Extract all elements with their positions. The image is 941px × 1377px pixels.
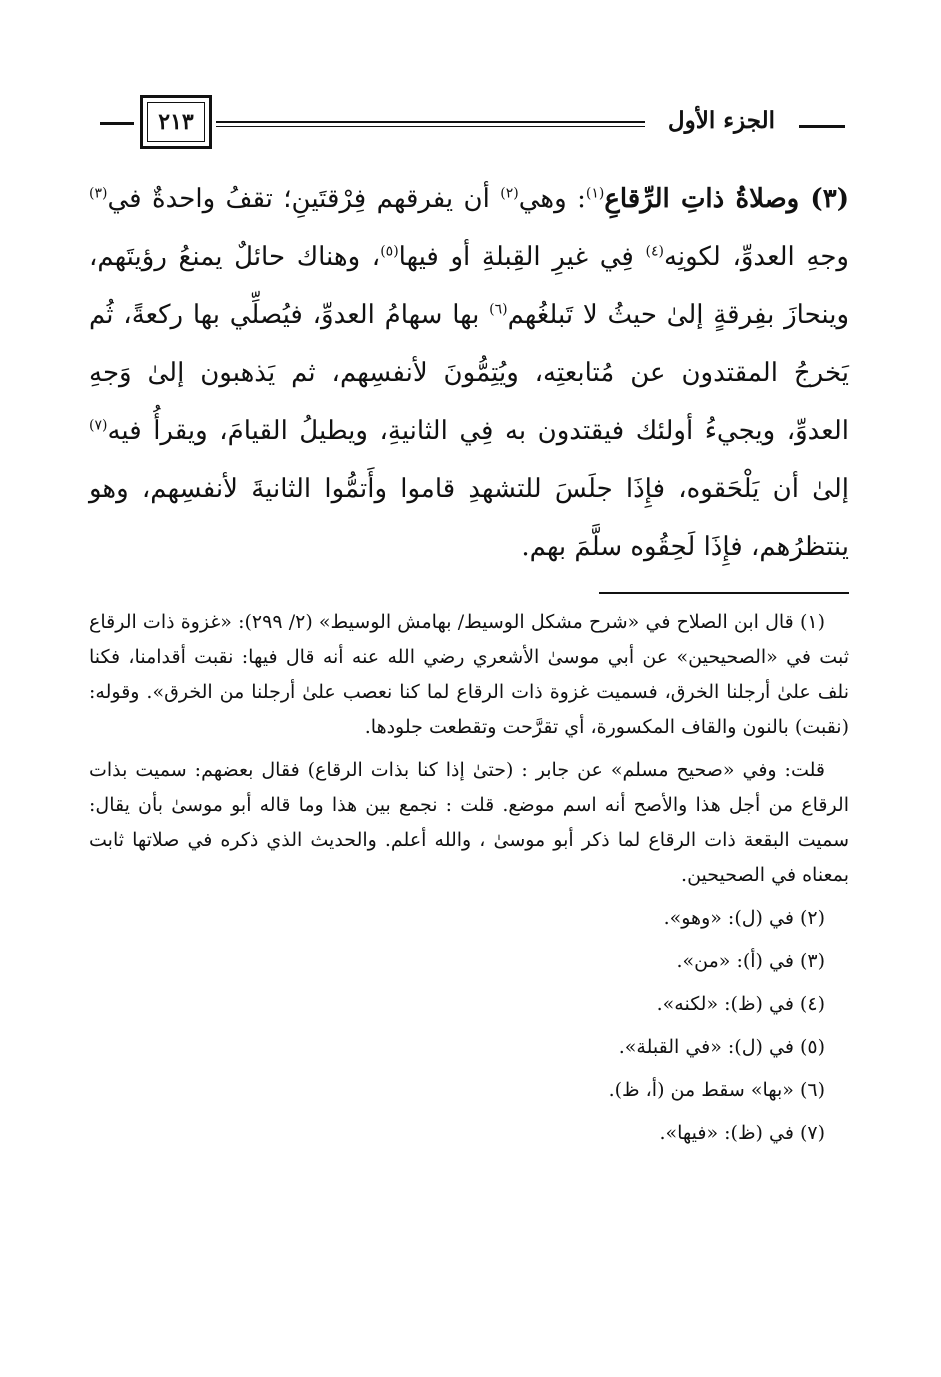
page-number-frame bbox=[140, 95, 212, 149]
footnote-1-continued: قلت: وفي «صحيح مسلم» عن جابر : (حتىٰ إذا كنا بذات الرقاع) فقال بعضهم: سميت بذات الرقاع من أجل هذا والأصح أنه اسم موضع. قلت : نجمع بين هذا وما قاله أبو موسىٰ بأن يقال: سميت البقعة ذات الرقاع لما ذكر أبو موسىٰ ، والله أعلم. والحديث الذي ذكره في صلاتها ثابت بمعناه في الصحيحين. bbox=[89, 759, 849, 886]
header-dash-left bbox=[100, 122, 134, 125]
header-rule bbox=[216, 121, 645, 123]
header-rule-thin bbox=[216, 126, 645, 127]
text-segment: ، وهناك حائلٌ يمنعُ رؤيتَهم، وينحازَ بفِرقةٍ إلىٰ حيثُ لا تَبلغُهم bbox=[89, 242, 849, 330]
page-number: ٢١٣ bbox=[147, 102, 205, 142]
main-paragraph bbox=[89, 170, 849, 576]
text-segment: أن يفرقهم فِرْقتَينِ؛ تقفُ واحدةٌ في bbox=[107, 184, 501, 214]
main-text bbox=[89, 170, 849, 576]
footnote-6: (٦) «بها» سقط من (أ، ظ). bbox=[608, 1079, 825, 1101]
footnote-ref-6: (٦) bbox=[489, 301, 508, 318]
footnote-ref-4: (٤) bbox=[645, 243, 664, 260]
footnote-7: (٧) في (ظ): «فيها». bbox=[659, 1122, 825, 1144]
footnote-separator bbox=[599, 592, 849, 594]
text-segment: فِي غيرِ القِبلةِ أو فيها bbox=[398, 242, 646, 272]
footnote-2: (٢) في (ل): «وهو». bbox=[663, 907, 825, 929]
footnotes bbox=[89, 605, 849, 1151]
footnote-3: (٣) في (أ): «من». bbox=[676, 950, 825, 972]
text-segment: : وهي bbox=[518, 184, 586, 214]
footnote-4: (٤) في (ظ): «لكنه». bbox=[656, 993, 825, 1015]
text-segment: إلىٰ أن يَلْحَقوه، فإِذَا جلَسَ للتشهدِ قاموا وأَتمُّوا الثانيةَ لأنفسِهم، وهو ينتظرُهم، فإِذَا لَحِقُوه سلَّمَ بهم. bbox=[89, 474, 849, 562]
footnote-ref-7: (٧) bbox=[89, 417, 108, 434]
footnote-ref-5: (٥) bbox=[380, 243, 399, 260]
header-dash-right bbox=[799, 125, 845, 128]
page-header bbox=[100, 95, 845, 155]
footnote-1: (١) قال ابن الصلاح في «شرح مشكل الوسيط/ بهامش الوسيط» (٢/ ٢٩٩): «غزوة ذات الرقاع ثبت في «الصحيحين» عن أبي موسىٰ الأشعري رضي الله عنه أنه قال فيها: نقبت أقدامنا، فكنا نلف علىٰ أرجلنا الخرق، فسميت غزوة ذات الرقاع لما كنا نعصب علىٰ أرجلنا من الخرق». وقوله: (نقبت) بالنون والقاف المكسورة، أي تقرَّحت وتقطعت جلودها. bbox=[89, 611, 849, 738]
text-segment: وجهِ العدوِّ، لكونِه bbox=[663, 242, 849, 272]
section-heading: (٣) وصلاةُ ذاتِ الرِّقاعِ bbox=[604, 184, 850, 214]
footnote-ref-2: (٢) bbox=[500, 185, 519, 202]
running-title: الجزء الأول bbox=[667, 107, 775, 134]
footnote-ref-3: (٣) bbox=[89, 185, 108, 202]
footnote-ref-1: (١) bbox=[585, 185, 605, 202]
footnote-5: (٥) في (ل): «في القبلة». bbox=[618, 1036, 825, 1058]
text-segment: بها سهامُ العدوِّ، فيُصلِّي بها ركعةً، ثُم يَخرجُ المقتدون عن مُتابعتِه، ويُتِمُّونَ لأنفسِهم، ثم يَذهبون إلىٰ وَجهِ العدوِّ، ويجيءُ أولئك فيقتدون به فِي الثانيةِ، ويطيلُ القيامَ، ويقرأُ فيه bbox=[89, 300, 849, 446]
